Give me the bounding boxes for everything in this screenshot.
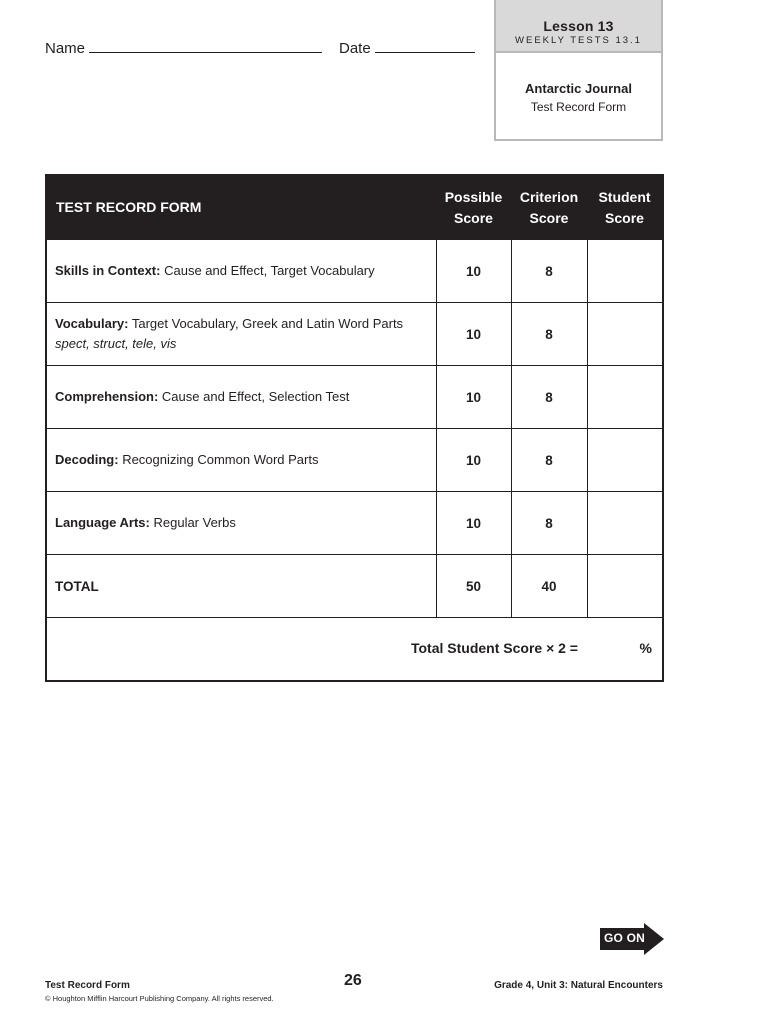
row-desc-text: Cause and Effect, Selection Test bbox=[161, 389, 350, 404]
name-field[interactable] bbox=[89, 40, 322, 53]
student-header-line2: Score bbox=[605, 209, 644, 226]
possible-score-header bbox=[436, 175, 511, 240]
score-formula bbox=[47, 618, 662, 680]
total-criterion-cell: 40 bbox=[511, 555, 587, 618]
row-desc-text: Recognizing Common Word Parts bbox=[122, 452, 319, 467]
student-header-line1: Student bbox=[598, 188, 651, 205]
date-label: Date bbox=[339, 40, 371, 57]
row-label: Comprehension: bbox=[55, 389, 159, 404]
lesson-title: Lesson 13 bbox=[543, 18, 614, 34]
date-line bbox=[339, 40, 475, 57]
table-row bbox=[46, 303, 663, 366]
student-score-cell[interactable] bbox=[587, 492, 663, 555]
possible-score-cell: 10 bbox=[436, 303, 511, 366]
criterion-score-cell: 8 bbox=[511, 429, 587, 492]
row-description bbox=[46, 240, 436, 303]
lesson-info bbox=[496, 53, 661, 114]
row-desc-text: Cause and Effect, Target Vocabulary bbox=[164, 263, 375, 278]
row-description bbox=[46, 366, 436, 429]
criterion-score-cell: 8 bbox=[511, 492, 587, 555]
name-line bbox=[45, 40, 322, 57]
form-title: Test Record Form bbox=[530, 100, 627, 114]
percent-sign: % bbox=[639, 640, 652, 656]
row-description bbox=[46, 303, 436, 366]
test-record-table bbox=[45, 174, 664, 682]
row-desc-text: Target Vocabulary, Greek and Latin Word Parts bbox=[131, 316, 404, 331]
table-row bbox=[46, 240, 663, 303]
footer-form-title: Test Record Form bbox=[45, 980, 130, 991]
footer-copyright: © Houghton Mifflin Harcourt Publishing Company. All rights reserved. bbox=[45, 994, 274, 1003]
go-on-arrow bbox=[600, 923, 664, 955]
criterion-header-line1: Criterion bbox=[519, 188, 579, 205]
date-field[interactable] bbox=[375, 40, 475, 53]
row-label: Skills in Context: bbox=[55, 263, 161, 278]
student-score-cell[interactable] bbox=[587, 429, 663, 492]
total-row bbox=[46, 555, 663, 618]
student-score-cell[interactable] bbox=[587, 240, 663, 303]
row-desc-text: Regular Verbs bbox=[153, 515, 236, 530]
score-formula-cell bbox=[46, 618, 663, 682]
total-student-cell[interactable] bbox=[587, 555, 663, 618]
student-score-header bbox=[587, 175, 663, 240]
possible-score-cell: 10 bbox=[436, 366, 511, 429]
possible-score-cell: 10 bbox=[436, 492, 511, 555]
row-description bbox=[46, 492, 436, 555]
row-label: Language Arts: bbox=[55, 515, 150, 530]
page-number: 26 bbox=[344, 972, 362, 989]
total-label: TOTAL bbox=[46, 555, 436, 618]
table-row bbox=[46, 429, 663, 492]
weekly-tests-label: WEEKLY TESTS 13.1 bbox=[515, 35, 642, 46]
criterion-score-cell: 8 bbox=[511, 240, 587, 303]
score-formula-row bbox=[46, 618, 663, 682]
total-possible-cell: 50 bbox=[436, 555, 511, 618]
criterion-score-header bbox=[511, 175, 587, 240]
table-header-row bbox=[46, 175, 663, 240]
criterion-header-line2: Score bbox=[529, 209, 569, 226]
row-description bbox=[46, 429, 436, 492]
row-label: Decoding: bbox=[55, 452, 119, 467]
table-title-header: TEST RECORD FORM bbox=[46, 175, 436, 240]
table-row bbox=[46, 366, 663, 429]
possible-score-cell: 10 bbox=[436, 429, 511, 492]
row-desc-italic: spect, struct, tele, vis bbox=[55, 336, 177, 351]
criterion-score-cell: 8 bbox=[511, 366, 587, 429]
score-formula-text: Total Student Score × 2 = bbox=[410, 640, 578, 656]
row-label: Vocabulary: bbox=[55, 316, 129, 331]
story-title: Antarctic Journal bbox=[525, 81, 632, 96]
table-row bbox=[46, 492, 663, 555]
possible-score-cell: 10 bbox=[436, 240, 511, 303]
student-score-cell[interactable] bbox=[587, 303, 663, 366]
name-label: Name bbox=[45, 40, 86, 57]
possible-header-line2: Score bbox=[454, 209, 493, 226]
lesson-box bbox=[494, 0, 663, 141]
footer-grade-unit: Grade 4, Unit 3: Natural Encounters bbox=[494, 980, 663, 991]
student-score-cell[interactable] bbox=[587, 366, 663, 429]
possible-header-line1: Possible bbox=[444, 188, 503, 205]
go-on-label: GO ON bbox=[604, 931, 646, 945]
criterion-score-cell: 8 bbox=[511, 303, 587, 366]
lesson-header bbox=[496, 0, 661, 53]
